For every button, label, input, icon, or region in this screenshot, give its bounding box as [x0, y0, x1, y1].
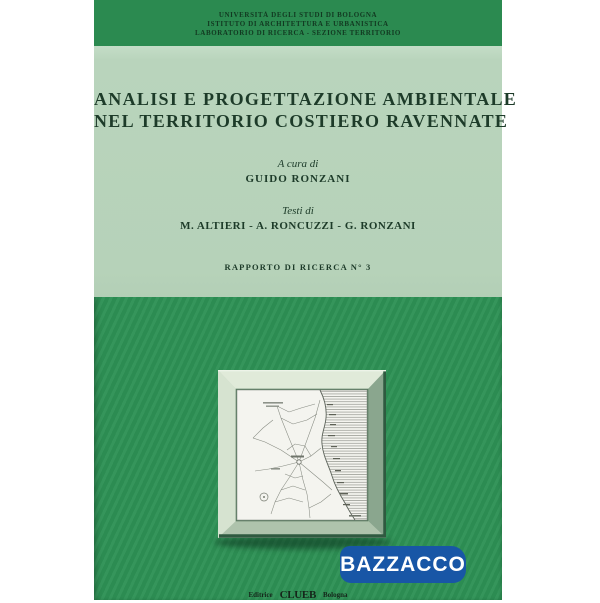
map-frame: [218, 370, 386, 538]
publisher-line-2: ISTITUTO DI ARCHITETTURA E URBANISTICA: [207, 19, 389, 28]
publisher-header-band: [94, 0, 502, 46]
title-panel: [94, 46, 518, 297]
imprint-editrice: Editrice: [248, 591, 273, 599]
editor-label: A cura di: [277, 158, 319, 170]
book-title: [94, 88, 518, 132]
book-title-line-1: ANALISI E PROGETTAZIONE AMBIENTALE: [94, 89, 518, 109]
imprint-city: Bologna: [323, 591, 348, 599]
book-cover: [94, 0, 518, 601]
lagoon-center-dot: [263, 496, 265, 498]
publisher-imprint: [94, 585, 502, 603]
frame-bevel-top: [218, 370, 386, 390]
authors-names: M. ALTIERI - A. RONCUZZI - G. RONZANI: [180, 220, 416, 232]
book-title-line-2: NEL TERRITORIO COSTIERO RAVENNATE: [94, 111, 509, 131]
editor-name: GUIDO RONZANI: [245, 173, 351, 185]
beveled-frame-graphic: [218, 370, 386, 538]
frame-bevel-left: [218, 370, 237, 538]
bazzacco-watermark-label: BAZZACCO: [340, 546, 466, 583]
frame-bevel-right: [367, 370, 386, 538]
city-hub-marker: [297, 460, 301, 464]
imprint-clueb-logo: CLUEB: [279, 589, 316, 601]
publisher-line-1: UNIVERSITÀ DEGLI STUDI DI BOLOGNA: [218, 10, 378, 19]
publisher-line-3: LABORATORIO DI RICERCA - SEZIONE TERRITORIO: [195, 28, 401, 37]
authors-label: Testi di: [282, 205, 314, 217]
coastal-map: [237, 390, 367, 520]
report-number: RAPPORTO DI RICERCA N° 3: [224, 262, 372, 272]
